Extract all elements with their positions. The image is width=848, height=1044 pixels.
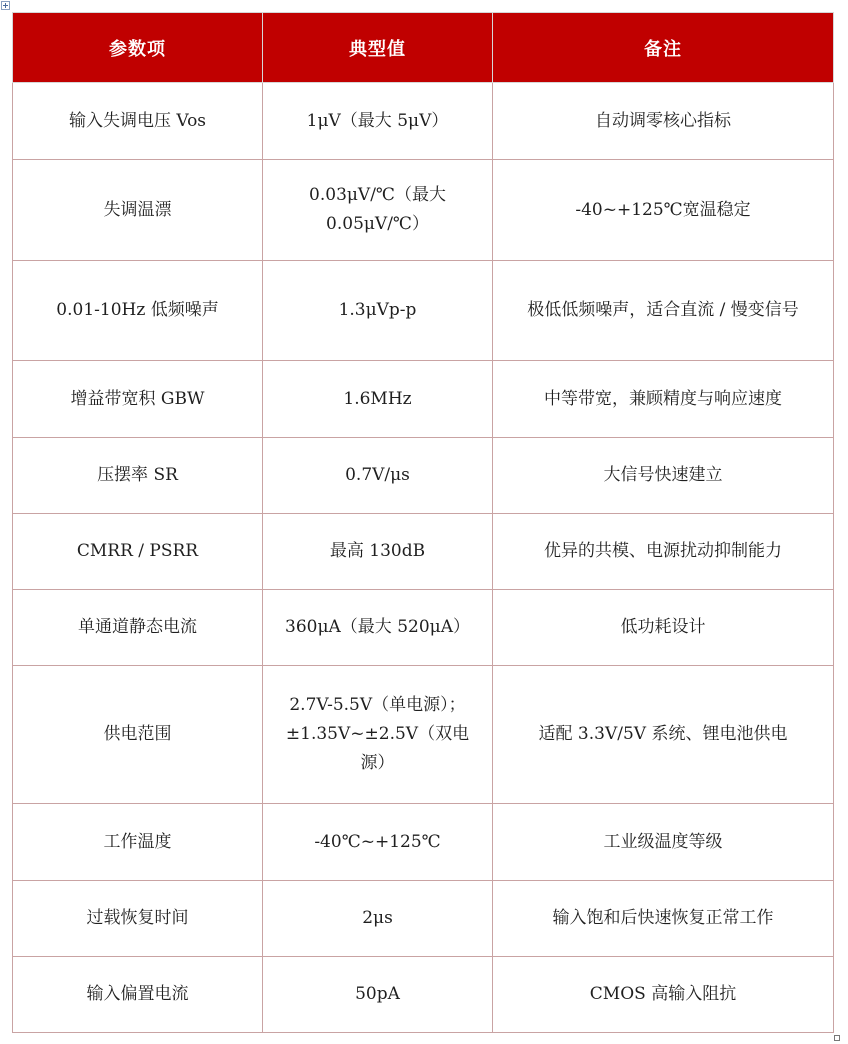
table-row — [13, 666, 834, 804]
cell-param: 失调温漂 — [13, 160, 263, 261]
table-row — [13, 261, 834, 361]
cell-note: 自动调零核心指标 — [493, 83, 834, 160]
parameter-table — [12, 12, 834, 1033]
cell-note: 输入饱和后快速恢复正常工作 — [493, 881, 834, 957]
cell-note: 适配 3.3V/5V 系统、锂电池供电 — [493, 666, 834, 804]
cell-param: 压摆率 SR — [13, 438, 263, 514]
table-row — [13, 590, 834, 666]
cell-param: 输入偏置电流 — [13, 957, 263, 1033]
header-note: 备注 — [493, 13, 834, 83]
table-row — [13, 438, 834, 514]
cell-value: 0.7V/μs — [263, 438, 493, 514]
cell-param: 0.01-10Hz 低频噪声 — [13, 261, 263, 361]
cell-value: 1.3μVp-p — [263, 261, 493, 361]
header-param: 参数项 — [13, 13, 263, 83]
cell-value: -40℃~+125℃ — [263, 804, 493, 881]
table-row — [13, 83, 834, 160]
cell-value: 360μA（最大 520μA） — [263, 590, 493, 666]
cell-note: CMOS 高输入阻抗 — [493, 957, 834, 1033]
table-row — [13, 361, 834, 438]
cell-value: 2.7V-5.5V（单电源）；±1.35V~±2.5V（双电源） — [263, 666, 493, 804]
table-row — [13, 881, 834, 957]
cell-note: 工业级温度等级 — [493, 804, 834, 881]
header-value: 典型值 — [263, 13, 493, 83]
cell-param: CMRR / PSRR — [13, 514, 263, 590]
cell-note: 中等带宽，兼顾精度与响应速度 — [493, 361, 834, 438]
cell-value: 最高 130dB — [263, 514, 493, 590]
cell-value: 1μV（最大 5μV） — [263, 83, 493, 160]
cell-value: 1.6MHz — [263, 361, 493, 438]
cell-param: 增益带宽积 GBW — [13, 361, 263, 438]
cell-param: 单通道静态电流 — [13, 590, 263, 666]
cell-param: 工作温度 — [13, 804, 263, 881]
cell-param: 输入失调电压 Vos — [13, 83, 263, 160]
table-row — [13, 160, 834, 261]
header-row — [13, 13, 834, 83]
cell-param: 过载恢复时间 — [13, 881, 263, 957]
cell-value: 2μs — [263, 881, 493, 957]
table-move-handle-icon[interactable] — [1, 1, 10, 10]
table-row — [13, 514, 834, 590]
cell-note: 极低低频噪声，适合直流 / 慢变信号 — [493, 261, 834, 361]
cell-note: 低功耗设计 — [493, 590, 834, 666]
cell-value: 50pA — [263, 957, 493, 1033]
table-row — [13, 804, 834, 881]
cell-note: 大信号快速建立 — [493, 438, 834, 514]
cell-note: 优异的共模、电源扰动抑制能力 — [493, 514, 834, 590]
table-row — [13, 957, 834, 1033]
cell-param: 供电范围 — [13, 666, 263, 804]
cell-value: 0.03μV/℃（最大 0.05μV/℃） — [263, 160, 493, 261]
table-resize-handle-icon[interactable] — [834, 1035, 840, 1041]
cell-note: -40~+125℃宽温稳定 — [493, 160, 834, 261]
